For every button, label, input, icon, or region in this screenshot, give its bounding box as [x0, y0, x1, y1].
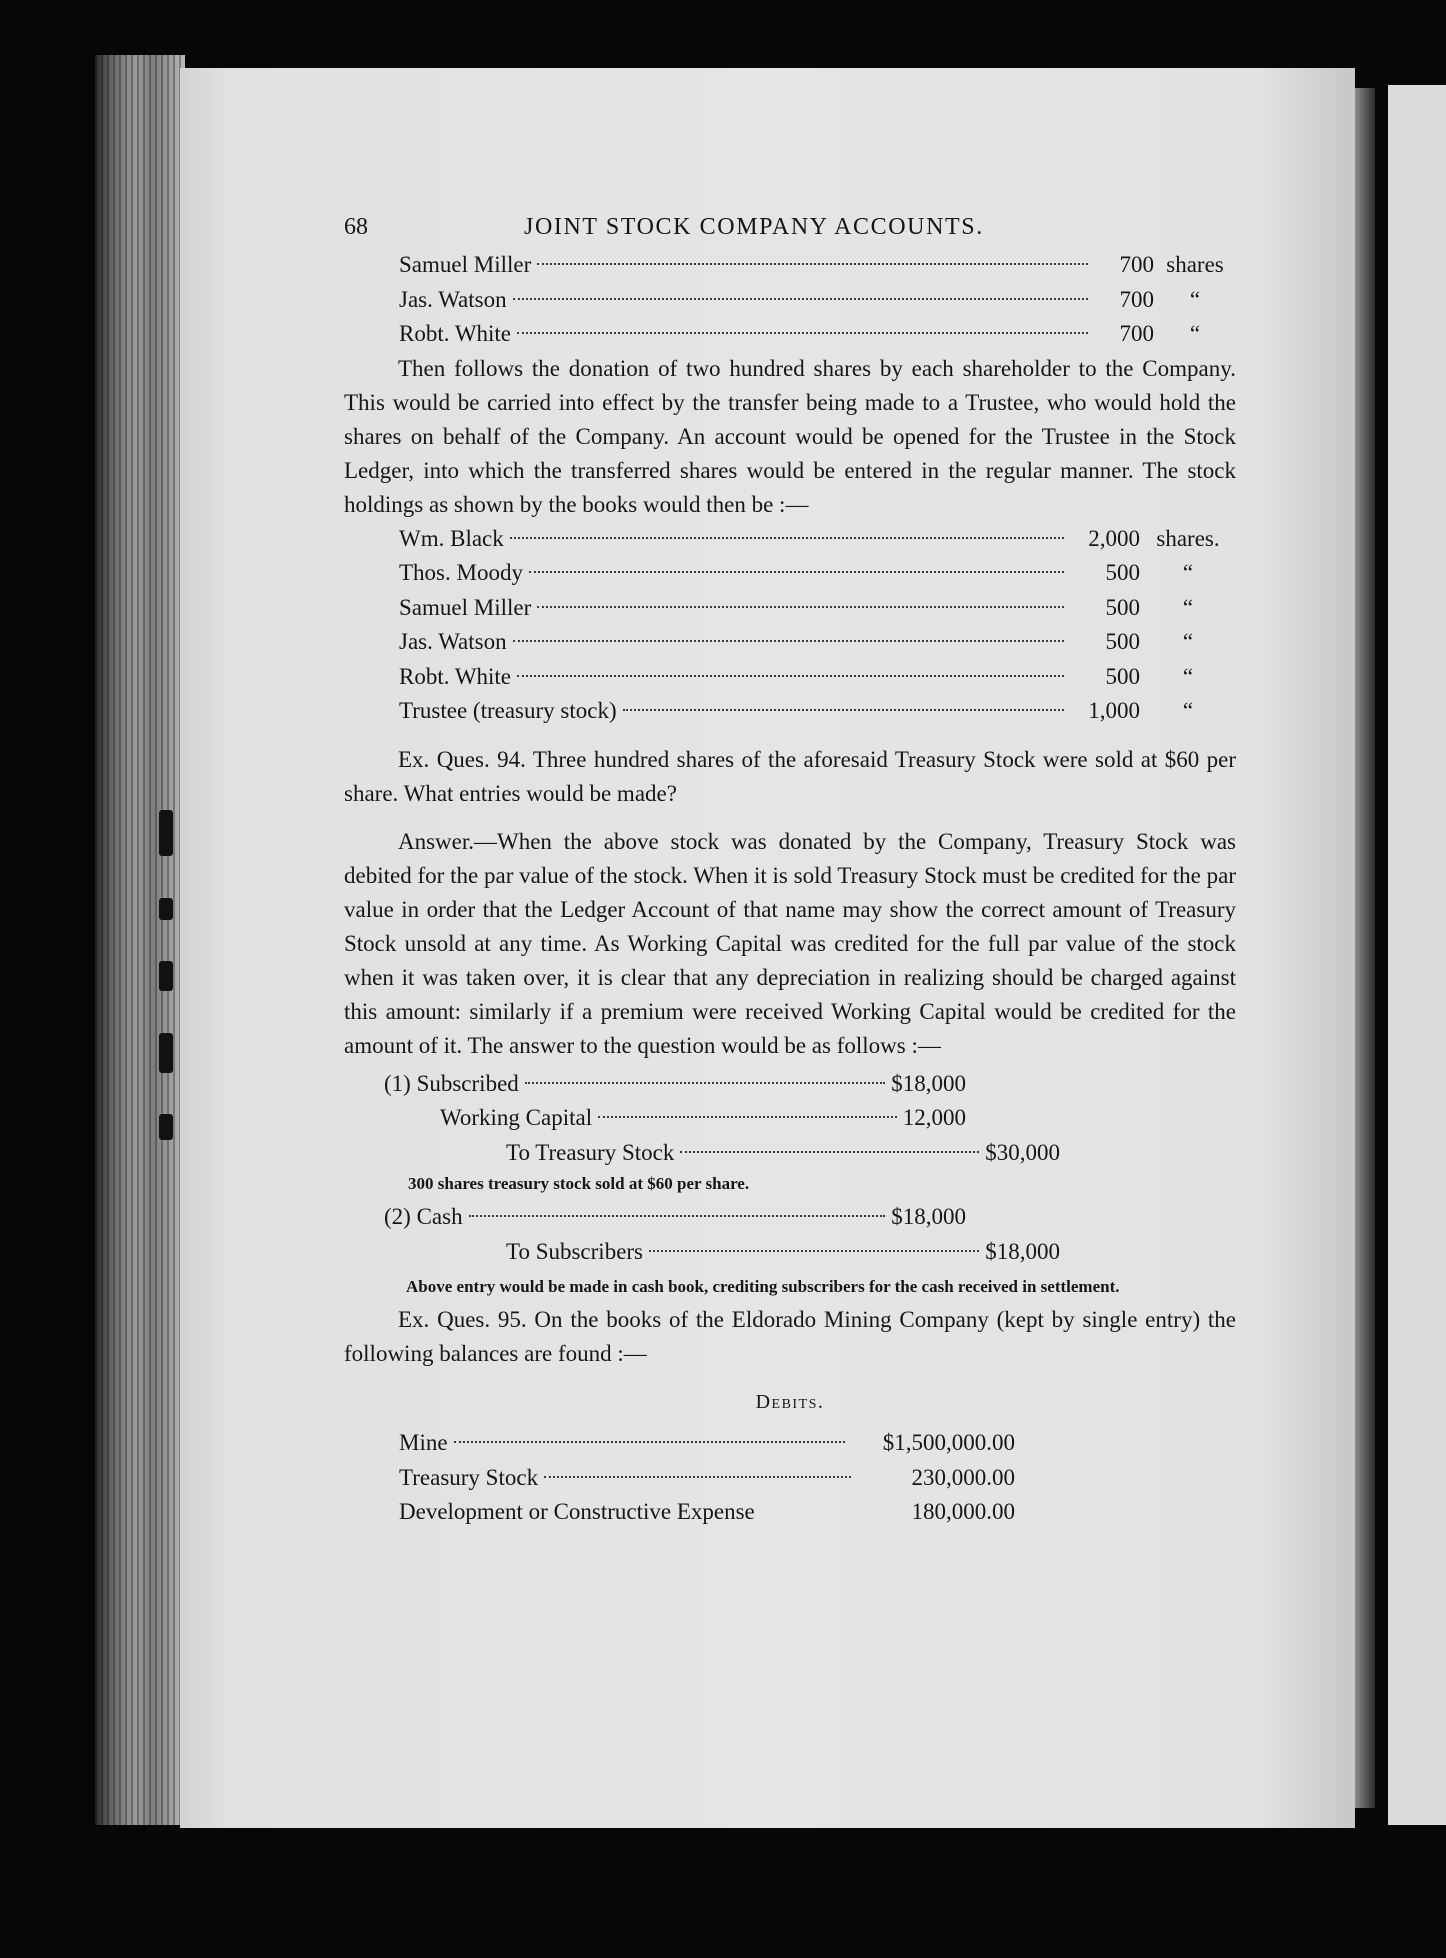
- leader-dots: [469, 1215, 886, 1217]
- holding-row: [399, 248, 1236, 283]
- leader-dots: [529, 571, 1064, 573]
- answer-94: Answer.—When the above stock was donated by the Company, Treasury Stock was debited for the par value of the stock. When it is sold Treasury Stock must be credited for the par value in order that the Ledger Account of that name may show the correct amount of Treasury Stock unsold at any time. As Working Capital was credited for the full par value of the stock when it was taken over, it is clear that any depreciation in realizing should be charged against this amount: similarly if a premium were received Working Capital would be credited for the amount of it. The answer to the question would be as follows :—: [344, 828, 1236, 1058]
- share-qty: 1,000: [1088, 698, 1140, 723]
- entry-amount: $18,000: [985, 1238, 1060, 1264]
- holding-row: [399, 591, 1236, 626]
- share-qty: 700: [1119, 286, 1154, 312]
- next-page-edge: [1388, 85, 1446, 1825]
- holder-name: Robt. White: [399, 663, 512, 689]
- debit-row: [399, 1426, 1015, 1461]
- journal-entry-1: [344, 1067, 1236, 1195]
- holding-row: [399, 694, 1236, 729]
- holding-row: [399, 283, 1236, 318]
- holder-name: Samuel Miller: [399, 594, 532, 620]
- ditto-mark: “: [1189, 286, 1201, 312]
- entry-line: [440, 1101, 966, 1136]
- holder-name: Wm. Black: [399, 525, 504, 551]
- journal-entry-2: [344, 1200, 1236, 1297]
- debit-account: Mine: [399, 1430, 448, 1455]
- holding-row: [399, 522, 1236, 557]
- debits-heading: Debits.: [755, 1391, 825, 1413]
- leader-dots: [623, 709, 1064, 711]
- holder-name: Jas. Watson: [399, 629, 507, 654]
- page-gutter-shadow: [1355, 88, 1375, 1808]
- exercise-question-94: Ex. Ques. 94. Three hundred shares of the aforesaid Treasury Stock were sold at $60 per share. What entries would be made?: [344, 746, 1236, 806]
- ditto-mark: “: [1182, 663, 1194, 689]
- page-number: 68: [344, 214, 368, 240]
- page-content: [344, 214, 1236, 1530]
- holder-name: Jas. Watson: [399, 286, 507, 312]
- leader-dots: [510, 537, 1064, 539]
- entry-account: Working Capital: [440, 1105, 593, 1130]
- holder-name: Robt. White: [399, 321, 512, 346]
- spine-marks: [150, 810, 182, 1140]
- entry-amount: $18,000: [891, 1070, 966, 1096]
- leader-dots: [649, 1250, 979, 1252]
- entry-line: [506, 1136, 1060, 1171]
- holding-row: [399, 625, 1236, 660]
- page-header: [344, 214, 1236, 248]
- holdings-before-list: [399, 248, 1236, 352]
- entry-1-note: 300 shares treasury stock sold at $60 per share.: [408, 1174, 750, 1193]
- entry-line: [384, 1200, 966, 1235]
- holding-row: [399, 660, 1236, 695]
- holding-row: [399, 556, 1236, 591]
- entry-account: (2) Cash: [384, 1204, 463, 1229]
- entry-amount: $18,000: [891, 1204, 966, 1229]
- holder-name: Samuel Miller: [399, 252, 532, 277]
- debit-account: Development or Constructive Expense: [399, 1499, 755, 1524]
- running-title: JOINT STOCK COMPANY ACCOUNTS.: [524, 214, 984, 240]
- leader-dots: [517, 332, 1088, 334]
- donation-paragraph: Then follows the donation of two hundred shares by each shareholder to the Company. This would be carried into effect by the transfer being made to a Trustee, who would hold the shares on behalf of the Company. An account would be opened for the Trustee in the Stock Ledger, into which the transferred shares would be entered in the regular manner. The stock holdings as shown by the books would then be :—: [344, 355, 1236, 517]
- debit-row: [399, 1495, 1015, 1530]
- leader-dots: [598, 1116, 897, 1118]
- leader-dots: [680, 1151, 979, 1153]
- share-qty: 500: [1105, 560, 1140, 585]
- share-qty: 500: [1105, 629, 1140, 654]
- debit-amount: 180,000.00: [911, 1499, 1015, 1524]
- entry-account: To Treasury Stock: [506, 1139, 675, 1165]
- leader-dots: [544, 1476, 851, 1478]
- share-qty: 500: [1105, 663, 1140, 689]
- debit-row: [399, 1461, 1015, 1496]
- ditto-mark: “: [1182, 594, 1194, 620]
- entry-line: [384, 1067, 966, 1102]
- share-qty: 2,000: [1088, 525, 1140, 551]
- holdings-after-list: [399, 522, 1236, 729]
- debit-account: Treasury Stock: [399, 1464, 539, 1490]
- share-qty: 500: [1105, 594, 1140, 620]
- leader-dots: [537, 263, 1088, 265]
- share-qty: 700: [1119, 321, 1154, 346]
- leader-dots: [517, 675, 1064, 677]
- leader-dots: [513, 298, 1088, 300]
- leader-dots: [513, 640, 1064, 642]
- exercise-question-95: Ex. Ques. 95. On the books of the Eldorado Mining Company (kept by single entry) the following balances are found :—: [344, 1307, 1236, 1366]
- leader-dots: [454, 1441, 845, 1443]
- ditto-mark: “: [1182, 560, 1194, 585]
- entry-amount: 12,000: [902, 1105, 966, 1130]
- holder-name: Trustee (treasury stock): [399, 698, 617, 723]
- entry-amount: $30,000: [985, 1139, 1060, 1165]
- entry-2-note: Above entry would be made in cash book, crediting subscribers for the cash received in settlement.: [406, 1277, 1120, 1296]
- share-unit: shares.: [1156, 525, 1220, 551]
- leader-dots: [537, 606, 1064, 608]
- debit-amount: 230,000.00: [911, 1464, 1015, 1490]
- entry-account: To Subscribers: [506, 1238, 644, 1264]
- share-qty: 700: [1119, 252, 1154, 277]
- debits-list: [399, 1426, 1015, 1530]
- share-unit: shares: [1166, 252, 1224, 277]
- ditto-mark: “: [1189, 321, 1201, 346]
- debit-amount: $1,500,000.00: [882, 1430, 1015, 1455]
- holding-row: [399, 317, 1236, 352]
- ditto-mark: “: [1182, 698, 1194, 723]
- leader-dots: [525, 1082, 885, 1084]
- ditto-mark: “: [1182, 629, 1194, 654]
- entry-account: (1) Subscribed: [384, 1070, 519, 1096]
- entry-line: [506, 1235, 1060, 1270]
- holder-name: Thos. Moody: [399, 560, 523, 585]
